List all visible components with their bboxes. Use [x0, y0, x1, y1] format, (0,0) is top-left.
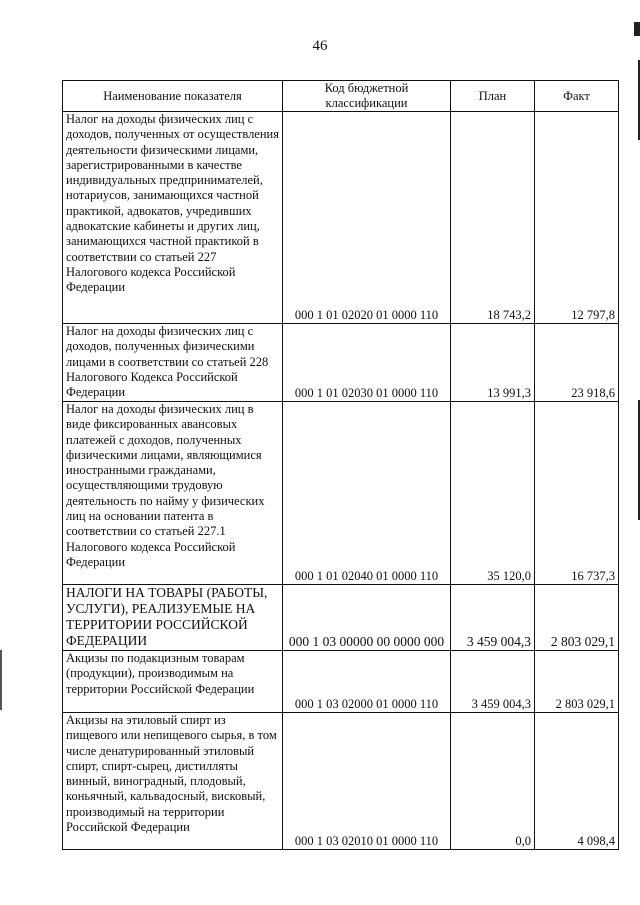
table-row: [63, 713, 619, 850]
scan-left-edge: [0, 650, 2, 710]
row-plan: 3 459 004,3: [451, 651, 535, 713]
row-code: 000 1 03 02010 01 0000 110: [283, 713, 451, 850]
row-code: 000 1 01 02020 01 0000 110: [283, 112, 451, 324]
row-name: НАЛОГИ НА ТОВАРЫ (РАБОТЫ, УСЛУГИ), РЕАЛИЗУЕМЫЕ НА ТЕРРИТОРИИ РОССИЙСКОЙ ФЕДЕРАЦИИ: [63, 585, 283, 651]
row-plan: 0,0: [451, 713, 535, 850]
table-row-section: [63, 585, 619, 651]
row-fact: 2 803 029,1: [535, 651, 619, 713]
header-plan: План: [451, 81, 535, 112]
row-name: Налог на доходы физических лиц в виде фиксированных авансовых платежей с доходов, полученных физическими лицами, являющимися иностранными гражданами, осуществляющими трудовую деятельность по найму у физических лиц на основании патента в соответствии со статьей 227.1 Налогового кодекса Российской Федерации: [63, 402, 283, 585]
scan-corner-mark: [634, 22, 640, 36]
row-name: Налог на доходы физических лиц с доходов, полученных физическими лицами в соответствии со статьей 228 Налогового Кодекса Российской Федерации: [63, 324, 283, 402]
row-name: Налог на доходы физических лиц с доходов, полученных от осуществления деятельности физическими лицами, зарегистрированными в качестве индивидуальных предпринимателей, нотариусов, занимающихся частной практикой, адвокатов, учредивших адвокатские кабинеты и других лиц, занимающихся частной практикой в соответствии со статьей 227 Налогового кодекса Российской Федерации: [63, 112, 283, 324]
table-header-row: [63, 81, 619, 112]
row-plan: 3 459 004,3: [451, 585, 535, 651]
table-row: [63, 402, 619, 585]
row-code: 000 1 01 02030 01 0000 110: [283, 324, 451, 402]
row-plan: 13 991,3: [451, 324, 535, 402]
row-code: 000 1 03 02000 01 0000 110: [283, 651, 451, 713]
header-code: Код бюджетной классификации: [283, 81, 451, 112]
header-name: Наименование показателя: [63, 81, 283, 112]
page-number: 46: [312, 38, 328, 54]
row-plan: 35 120,0: [451, 402, 535, 585]
row-name: Акцизы по подакцизным товарам (продукции), производимым на территории Российской Федерации: [63, 651, 283, 713]
row-fact: 23 918,6: [535, 324, 619, 402]
row-plan: 18 743,2: [451, 112, 535, 324]
row-fact: 2 803 029,1: [535, 585, 619, 651]
table-row: [63, 112, 619, 324]
row-fact: 12 797,8: [535, 112, 619, 324]
row-fact: 4 098,4: [535, 713, 619, 850]
budget-execution-table: [62, 80, 619, 850]
table-row: [63, 324, 619, 402]
row-name: Акцизы на этиловый спирт из пищевого или непищевого сырья, в том числе денатурированный этиловый спирт, спирт-сырец, дистилляты винный, виноградный, плодовый, коньячный, кальвадосный, висковый, производимый на территории Российской Федерации: [63, 713, 283, 850]
header-fact: Факт: [535, 81, 619, 112]
row-code: 000 1 01 02040 01 0000 110: [283, 402, 451, 585]
row-code: 000 1 03 00000 00 0000 000: [283, 585, 451, 651]
row-fact: 16 737,3: [535, 402, 619, 585]
table-row: [63, 651, 619, 713]
